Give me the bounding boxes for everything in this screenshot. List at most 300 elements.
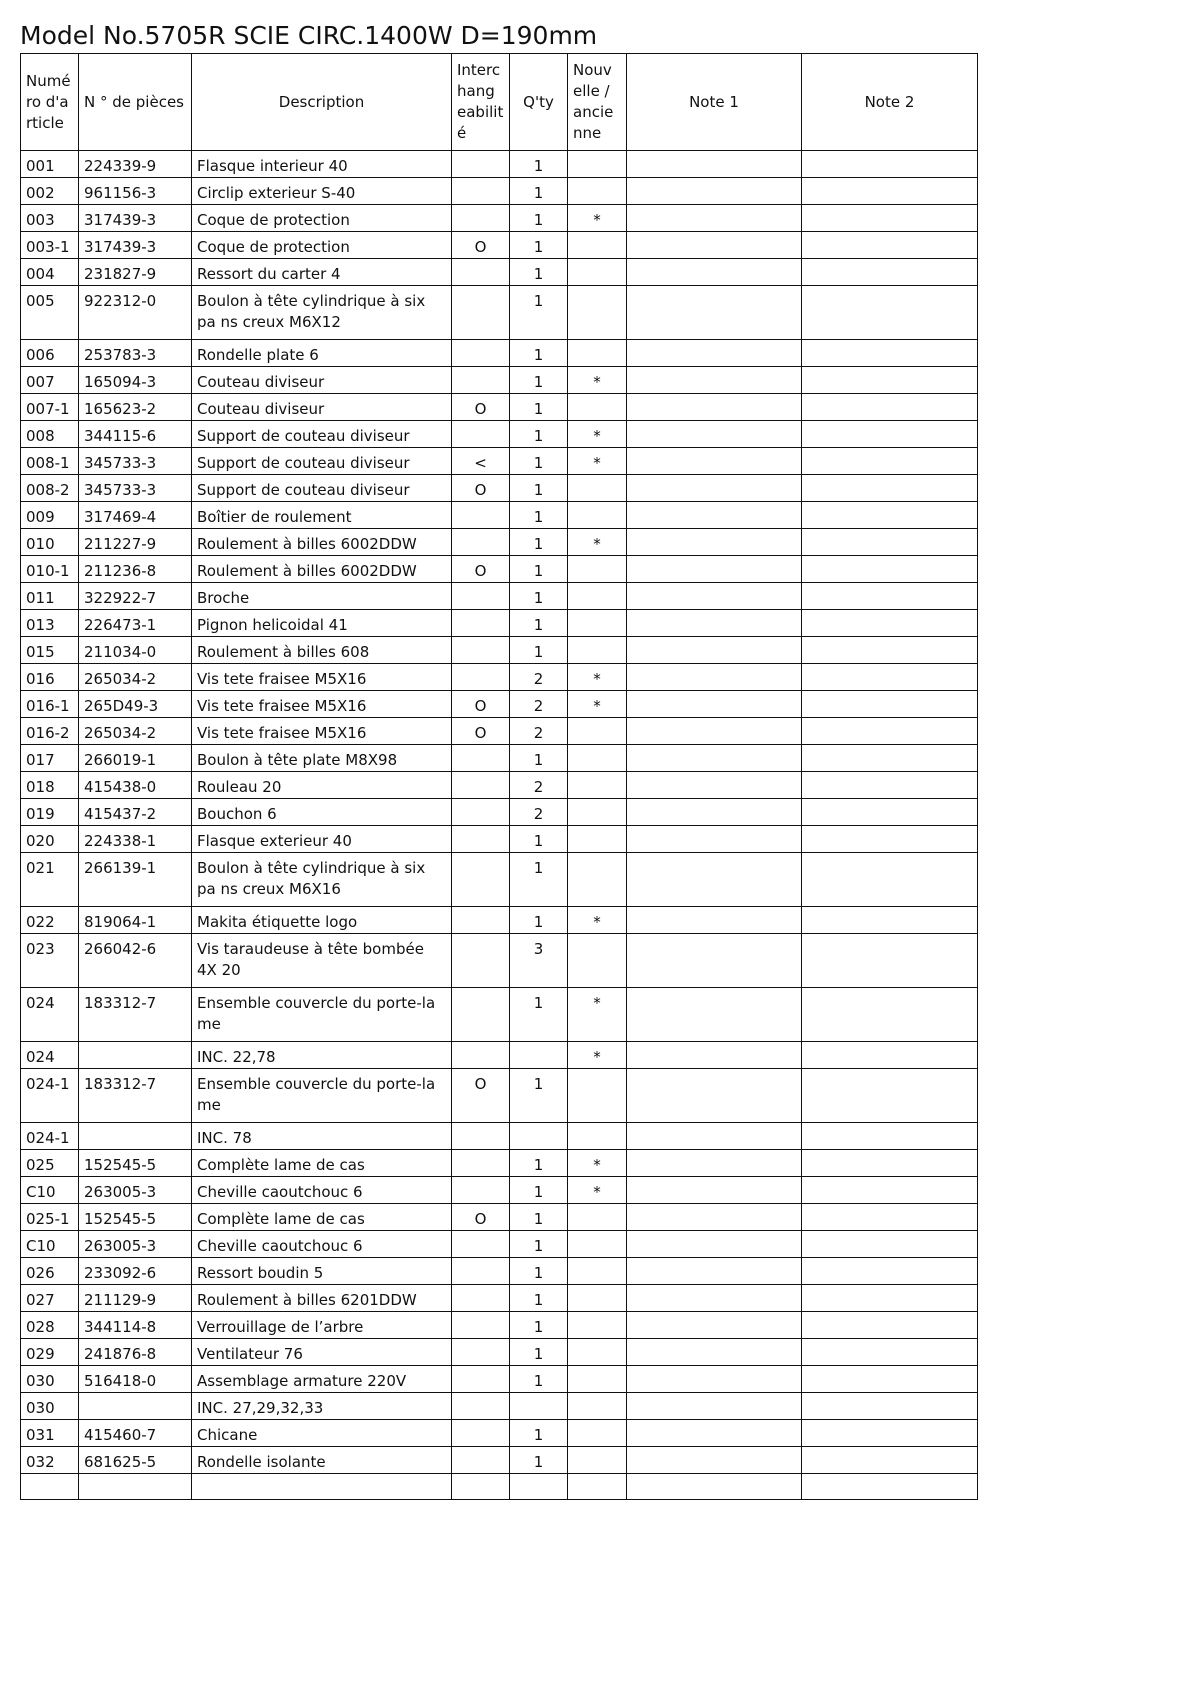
cell-description: Ensemble couvercle du porte-la me [192, 1069, 452, 1123]
cell-note2 [802, 610, 978, 637]
cell-note1 [627, 1366, 802, 1393]
cell-note1 [627, 1069, 802, 1123]
cell-interchangeability [452, 772, 510, 799]
cell-note1 [627, 934, 802, 988]
cell-qty: 1 [510, 232, 568, 259]
cell-new-old: * [568, 907, 627, 934]
cell-interchangeability [452, 1420, 510, 1447]
cell-part-no: 317439-3 [79, 232, 192, 259]
cell-new-old [568, 610, 627, 637]
cell-item-no: 024-1 [21, 1069, 79, 1123]
cell-note2 [802, 826, 978, 853]
cell-note1 [627, 664, 802, 691]
cell-interchangeability [452, 1042, 510, 1069]
cell-part-no: 165094-3 [79, 367, 192, 394]
cell-part-no: 224338-1 [79, 826, 192, 853]
cell-note2 [802, 421, 978, 448]
cell-item-no: 010-1 [21, 556, 79, 583]
cell-note2 [802, 259, 978, 286]
cell-note2 [802, 772, 978, 799]
cell-description: Cheville caoutchouc 6 [192, 1177, 452, 1204]
cell-item-no: 025-1 [21, 1204, 79, 1231]
cell-note1 [627, 448, 802, 475]
cell-interchangeability: O [452, 556, 510, 583]
cell-description: Complète lame de cas [192, 1204, 452, 1231]
cell-part-no: 211129-9 [79, 1285, 192, 1312]
cell-part-no: 681625-5 [79, 1447, 192, 1474]
cell-new-old [568, 1420, 627, 1447]
cell-description: Boulon à tête plate M8X98 [192, 745, 452, 772]
cell-description: Coque de protection [192, 232, 452, 259]
cell-item-no: 011 [21, 583, 79, 610]
cell-new-old [568, 1393, 627, 1420]
cell-note2 [802, 1177, 978, 1204]
cell-interchangeability: O [452, 1069, 510, 1123]
cell-note2 [802, 1231, 978, 1258]
cell-part-no: 345733-3 [79, 475, 192, 502]
cell-description: Circlip exterieur S-40 [192, 178, 452, 205]
cell-description: Makita étiquette logo [192, 907, 452, 934]
cell-note2 [802, 151, 978, 178]
cell-interchangeability [452, 934, 510, 988]
cell-note1 [627, 205, 802, 232]
cell-note1 [627, 1042, 802, 1069]
cell-note2 [802, 1150, 978, 1177]
cell-note2 [802, 718, 978, 745]
cell-note2 [802, 1069, 978, 1123]
cell-qty [510, 1393, 568, 1420]
cell-part-no: 819064-1 [79, 907, 192, 934]
cell-part-no: 211034-0 [79, 637, 192, 664]
cell-part-no: 266139-1 [79, 853, 192, 907]
cell-description: Couteau diviseur [192, 367, 452, 394]
cell-part-no: 265034-2 [79, 718, 192, 745]
cell-new-old [568, 583, 627, 610]
table-row [21, 934, 978, 988]
cell-description: Bouchon 6 [192, 799, 452, 826]
table-row [21, 475, 978, 502]
cell-new-old [568, 475, 627, 502]
cell-part-no: 224339-9 [79, 151, 192, 178]
cell-interchangeability: O [452, 394, 510, 421]
cell-new-old [568, 718, 627, 745]
cell-note2 [802, 1474, 978, 1500]
cell-description: Couteau diviseur [192, 394, 452, 421]
table-body [21, 151, 978, 1500]
cell-note2 [802, 1204, 978, 1231]
cell-note1 [627, 394, 802, 421]
cell-description: Vis tete fraisee M5X16 [192, 691, 452, 718]
table-row [21, 1474, 978, 1500]
cell-description: Broche [192, 583, 452, 610]
cell-note1 [627, 1474, 802, 1500]
cell-item-no: 001 [21, 151, 79, 178]
cell-qty: 1 [510, 340, 568, 367]
cell-interchangeability [452, 799, 510, 826]
cell-item-no: 016-1 [21, 691, 79, 718]
table-row [21, 583, 978, 610]
cell-description: Ressort boudin 5 [192, 1258, 452, 1285]
cell-qty: 1 [510, 1285, 568, 1312]
cell-note1 [627, 772, 802, 799]
cell-new-old [568, 502, 627, 529]
cell-part-no: 961156-3 [79, 178, 192, 205]
cell-new-old [568, 1366, 627, 1393]
table-row [21, 556, 978, 583]
cell-description: Support de couteau diviseur [192, 421, 452, 448]
cell-item-no [21, 1474, 79, 1500]
cell-item-no: 008 [21, 421, 79, 448]
cell-description: Vis tete fraisee M5X16 [192, 664, 452, 691]
cell-new-old [568, 1123, 627, 1150]
cell-description: Roulement à billes 6201DDW [192, 1285, 452, 1312]
table-row [21, 178, 978, 205]
cell-description: Rondelle isolante [192, 1447, 452, 1474]
cell-qty [510, 1474, 568, 1500]
cell-qty: 1 [510, 475, 568, 502]
cell-description: Boîtier de roulement [192, 502, 452, 529]
table-row [21, 205, 978, 232]
header-note1: Note 1 [627, 54, 802, 151]
cell-new-old: * [568, 664, 627, 691]
cell-interchangeability: O [452, 691, 510, 718]
cell-item-no: 025 [21, 1150, 79, 1177]
cell-interchangeability [452, 1393, 510, 1420]
cell-description: Roulement à billes 608 [192, 637, 452, 664]
cell-qty: 2 [510, 799, 568, 826]
cell-note1 [627, 259, 802, 286]
table-row [21, 232, 978, 259]
cell-interchangeability [452, 340, 510, 367]
cell-description: Rouleau 20 [192, 772, 452, 799]
cell-part-no: 152545-5 [79, 1204, 192, 1231]
cell-interchangeability [452, 529, 510, 556]
cell-item-no: 009 [21, 502, 79, 529]
cell-note2 [802, 1366, 978, 1393]
cell-new-old [568, 1474, 627, 1500]
cell-item-no: 024 [21, 1042, 79, 1069]
cell-interchangeability [452, 502, 510, 529]
cell-note1 [627, 637, 802, 664]
cell-item-no: 003 [21, 205, 79, 232]
cell-item-no: 022 [21, 907, 79, 934]
cell-note1 [627, 907, 802, 934]
table-row [21, 610, 978, 637]
table-row [21, 1069, 978, 1123]
cell-description: Chicane [192, 1420, 452, 1447]
table-row [21, 1258, 978, 1285]
table-row [21, 907, 978, 934]
cell-interchangeability [452, 259, 510, 286]
header-part-no: N ° de pièces [79, 54, 192, 151]
cell-interchangeability [452, 1447, 510, 1474]
cell-description: Cheville caoutchouc 6 [192, 1231, 452, 1258]
cell-note2 [802, 745, 978, 772]
cell-item-no: 030 [21, 1393, 79, 1420]
cell-interchangeability [452, 1474, 510, 1500]
cell-description: Complète lame de cas [192, 1150, 452, 1177]
cell-description: Rondelle plate 6 [192, 340, 452, 367]
table-row [21, 286, 978, 340]
table-row [21, 1231, 978, 1258]
cell-note2 [802, 232, 978, 259]
cell-item-no: 016 [21, 664, 79, 691]
cell-note1 [627, 745, 802, 772]
cell-new-old [568, 745, 627, 772]
cell-new-old [568, 151, 627, 178]
cell-note1 [627, 610, 802, 637]
cell-item-no: 030 [21, 1366, 79, 1393]
cell-note1 [627, 1312, 802, 1339]
cell-description: Roulement à billes 6002DDW [192, 529, 452, 556]
table-row [21, 151, 978, 178]
cell-note2 [802, 1339, 978, 1366]
cell-note1 [627, 853, 802, 907]
cell-part-no [79, 1393, 192, 1420]
cell-item-no: 031 [21, 1420, 79, 1447]
cell-new-old [568, 178, 627, 205]
cell-note1 [627, 340, 802, 367]
cell-part-no: 266042-6 [79, 934, 192, 988]
cell-qty: 1 [510, 637, 568, 664]
cell-item-no: 019 [21, 799, 79, 826]
cell-part-no: 183312-7 [79, 988, 192, 1042]
cell-new-old [568, 799, 627, 826]
cell-part-no: 345733-3 [79, 448, 192, 475]
table-row [21, 1366, 978, 1393]
cell-part-no: 415438-0 [79, 772, 192, 799]
cell-note1 [627, 1150, 802, 1177]
cell-note1 [627, 826, 802, 853]
cell-qty: 1 [510, 853, 568, 907]
cell-description: Ressort du carter 4 [192, 259, 452, 286]
cell-new-old [568, 1285, 627, 1312]
cell-new-old [568, 772, 627, 799]
cell-part-no: 322922-7 [79, 583, 192, 610]
cell-note1 [627, 151, 802, 178]
cell-qty: 1 [510, 1204, 568, 1231]
cell-note1 [627, 988, 802, 1042]
cell-note2 [802, 664, 978, 691]
cell-interchangeability [452, 1285, 510, 1312]
cell-interchangeability: O [452, 718, 510, 745]
table-row [21, 772, 978, 799]
table-row [21, 1420, 978, 1447]
cell-new-old: * [568, 421, 627, 448]
cell-item-no: 027 [21, 1285, 79, 1312]
cell-qty [510, 1042, 568, 1069]
cell-item-no: 020 [21, 826, 79, 853]
cell-item-no: 006 [21, 340, 79, 367]
cell-item-no: 004 [21, 259, 79, 286]
cell-description: Assemblage armature 220V [192, 1366, 452, 1393]
cell-new-old [568, 340, 627, 367]
cell-qty: 1 [510, 259, 568, 286]
cell-note1 [627, 1204, 802, 1231]
cell-interchangeability [452, 1177, 510, 1204]
cell-item-no: 023 [21, 934, 79, 988]
cell-qty: 1 [510, 367, 568, 394]
cell-interchangeability [452, 286, 510, 340]
cell-new-old: * [568, 205, 627, 232]
cell-description: Flasque interieur 40 [192, 151, 452, 178]
header-qty: Q'ty [510, 54, 568, 151]
table-row [21, 664, 978, 691]
cell-note1 [627, 286, 802, 340]
cell-part-no [79, 1042, 192, 1069]
cell-qty: 2 [510, 718, 568, 745]
cell-note2 [802, 1420, 978, 1447]
cell-note2 [802, 1285, 978, 1312]
cell-part-no: 266019-1 [79, 745, 192, 772]
cell-part-no: 317439-3 [79, 205, 192, 232]
cell-qty: 1 [510, 583, 568, 610]
cell-note2 [802, 448, 978, 475]
cell-note1 [627, 1447, 802, 1474]
table-row [21, 1042, 978, 1069]
cell-part-no: 211236-8 [79, 556, 192, 583]
cell-note1 [627, 1258, 802, 1285]
cell-item-no: 024-1 [21, 1123, 79, 1150]
cell-note2 [802, 340, 978, 367]
cell-description: Support de couteau diviseur [192, 448, 452, 475]
cell-new-old [568, 286, 627, 340]
cell-qty: 1 [510, 1312, 568, 1339]
cell-interchangeability [452, 1312, 510, 1339]
cell-item-no: 026 [21, 1258, 79, 1285]
table-row [21, 988, 978, 1042]
cell-interchangeability [452, 151, 510, 178]
cell-note2 [802, 907, 978, 934]
cell-interchangeability [452, 1231, 510, 1258]
cell-part-no: 183312-7 [79, 1069, 192, 1123]
cell-description: Ensemble couvercle du porte-la me [192, 988, 452, 1042]
header-row [21, 54, 978, 151]
cell-qty: 3 [510, 934, 568, 988]
cell-note1 [627, 799, 802, 826]
cell-part-no: 265D49-3 [79, 691, 192, 718]
cell-item-no: C10 [21, 1177, 79, 1204]
table-row [21, 1177, 978, 1204]
cell-note1 [627, 529, 802, 556]
cell-qty: 1 [510, 988, 568, 1042]
cell-interchangeability [452, 664, 510, 691]
table-row [21, 421, 978, 448]
cell-qty: 1 [510, 502, 568, 529]
table-row [21, 502, 978, 529]
header-description: Description [192, 54, 452, 151]
cell-description: Vis tete fraisee M5X16 [192, 718, 452, 745]
cell-description: Coque de protection [192, 205, 452, 232]
cell-interchangeability: < [452, 448, 510, 475]
cell-description: Verrouillage de l’arbre [192, 1312, 452, 1339]
cell-note2 [802, 475, 978, 502]
cell-interchangeability [452, 907, 510, 934]
cell-item-no: 029 [21, 1339, 79, 1366]
cell-qty: 1 [510, 421, 568, 448]
cell-part-no: 253783-3 [79, 340, 192, 367]
cell-note1 [627, 1123, 802, 1150]
table-row [21, 394, 978, 421]
cell-new-old: * [568, 448, 627, 475]
cell-note1 [627, 718, 802, 745]
cell-note2 [802, 1258, 978, 1285]
cell-note2 [802, 394, 978, 421]
cell-note1 [627, 1339, 802, 1366]
cell-note2 [802, 556, 978, 583]
cell-interchangeability [452, 637, 510, 664]
cell-new-old [568, 556, 627, 583]
cell-note1 [627, 1231, 802, 1258]
cell-qty: 2 [510, 664, 568, 691]
cell-description: INC. 78 [192, 1123, 452, 1150]
cell-part-no: 344114-8 [79, 1312, 192, 1339]
table-row [21, 691, 978, 718]
cell-item-no: C10 [21, 1231, 79, 1258]
cell-part-no: 241876-8 [79, 1339, 192, 1366]
table-row [21, 1123, 978, 1150]
cell-item-no: 010 [21, 529, 79, 556]
cell-new-old [568, 1069, 627, 1123]
cell-item-no: 013 [21, 610, 79, 637]
cell-qty [510, 1123, 568, 1150]
cell-interchangeability [452, 178, 510, 205]
cell-qty: 1 [510, 448, 568, 475]
cell-description [192, 1474, 452, 1500]
table-row [21, 367, 978, 394]
cell-note1 [627, 1420, 802, 1447]
cell-part-no: 263005-3 [79, 1231, 192, 1258]
cell-note1 [627, 367, 802, 394]
cell-new-old [568, 1339, 627, 1366]
cell-new-old [568, 853, 627, 907]
cell-interchangeability: O [452, 1204, 510, 1231]
table-row [21, 1204, 978, 1231]
table-row [21, 853, 978, 907]
cell-qty: 1 [510, 1150, 568, 1177]
cell-note2 [802, 583, 978, 610]
cell-note2 [802, 367, 978, 394]
cell-qty: 1 [510, 556, 568, 583]
cell-item-no: 008-1 [21, 448, 79, 475]
cell-description: INC. 27,29,32,33 [192, 1393, 452, 1420]
cell-note2 [802, 178, 978, 205]
cell-new-old: * [568, 1177, 627, 1204]
cell-item-no: 016-2 [21, 718, 79, 745]
table-row [21, 1285, 978, 1312]
cell-note2 [802, 1042, 978, 1069]
cell-description: Flasque exterieur 40 [192, 826, 452, 853]
cell-new-old [568, 259, 627, 286]
cell-note2 [802, 205, 978, 232]
cell-part-no [79, 1474, 192, 1500]
cell-new-old [568, 1258, 627, 1285]
cell-note1 [627, 421, 802, 448]
cell-part-no: 415460-7 [79, 1420, 192, 1447]
cell-interchangeability [452, 583, 510, 610]
cell-interchangeability [452, 745, 510, 772]
cell-new-old [568, 232, 627, 259]
cell-note1 [627, 1177, 802, 1204]
cell-interchangeability [452, 1366, 510, 1393]
header-item-no: Numé ro d'a rticle [21, 54, 79, 151]
cell-qty: 1 [510, 1231, 568, 1258]
table-row [21, 637, 978, 664]
parts-table [20, 53, 978, 1500]
cell-item-no: 015 [21, 637, 79, 664]
cell-new-old [568, 1312, 627, 1339]
cell-new-old [568, 934, 627, 988]
